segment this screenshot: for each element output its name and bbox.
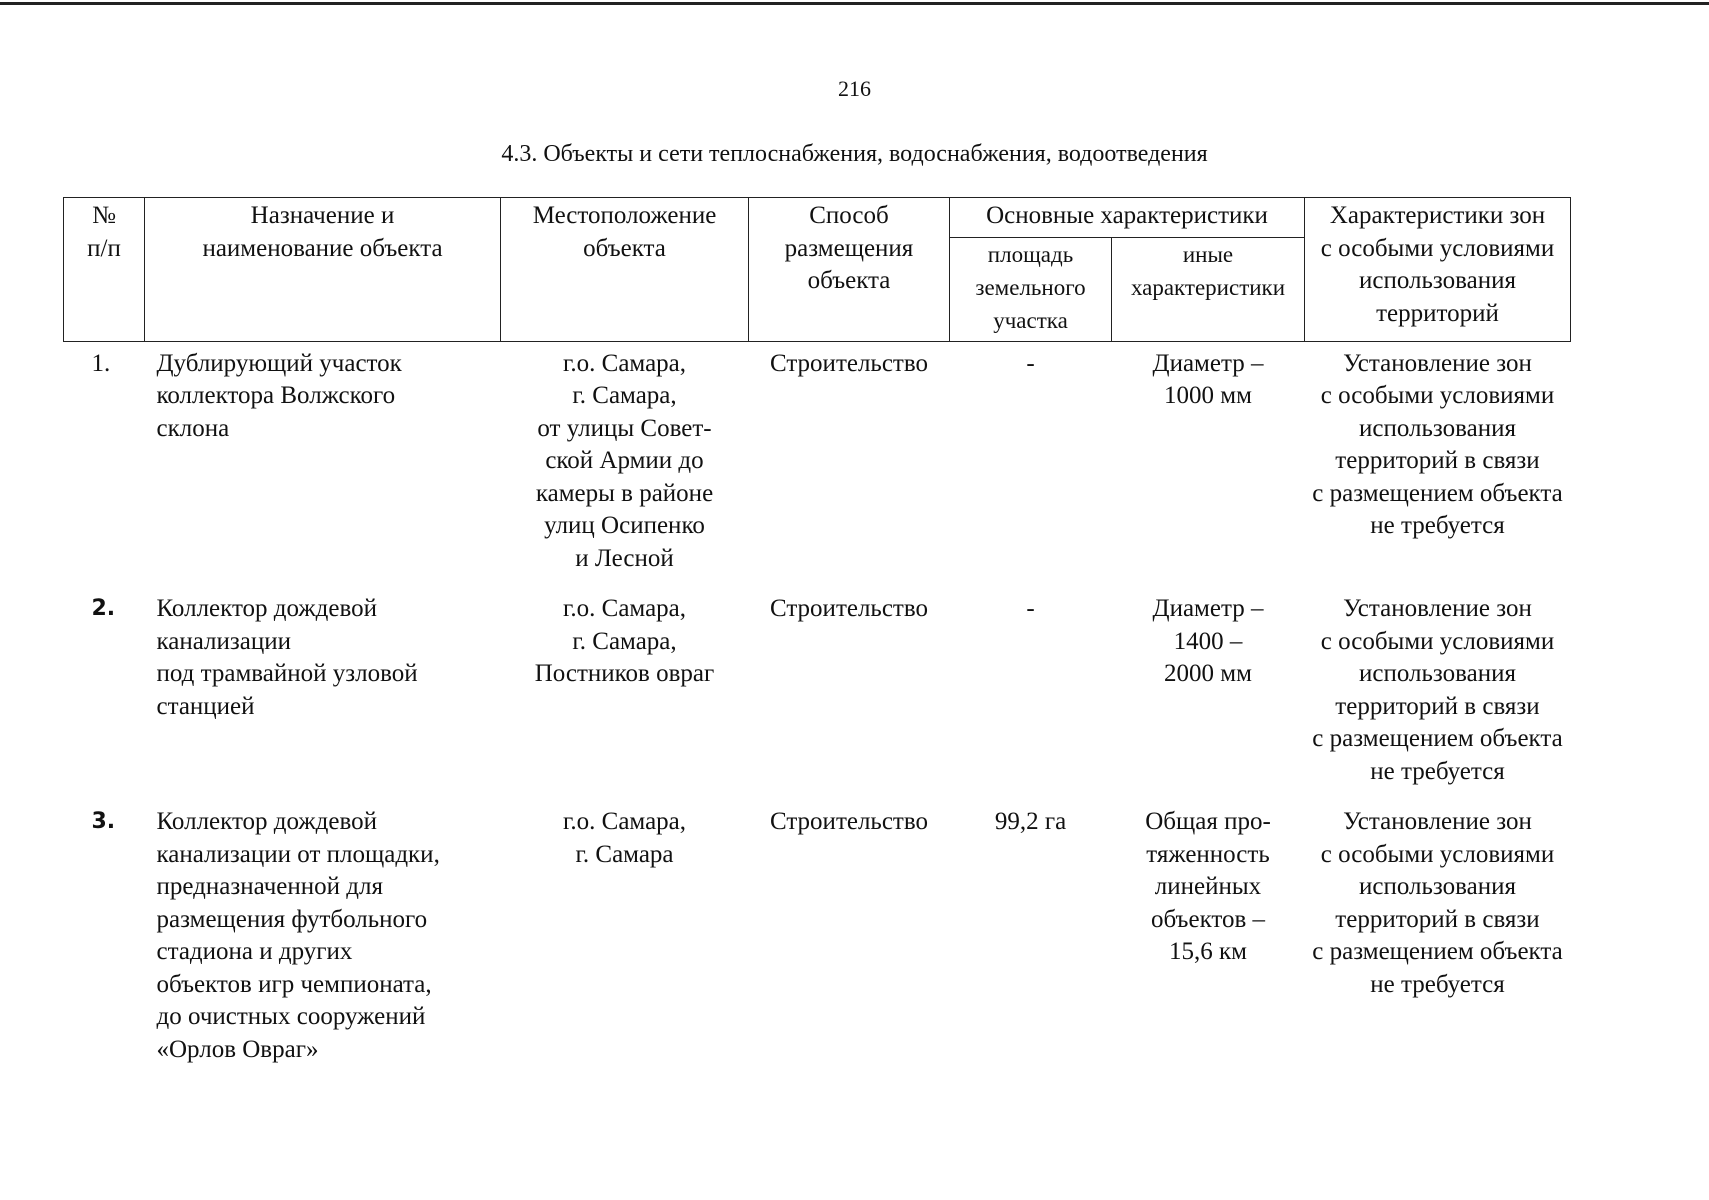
text-line: г. Самара — [575, 840, 674, 868]
text-line: Строительство — [769, 808, 928, 835]
object-name-cell — [145, 587, 501, 800]
text-line: участка — [993, 307, 1068, 333]
text-line: г. Самара, — [572, 382, 677, 409]
text-line: Коллектор дождевой — [156, 595, 378, 622]
header-location — [501, 198, 749, 342]
page-number: 216 — [838, 76, 871, 101]
method-cell — [749, 587, 950, 800]
row-number: 3. — [91, 809, 116, 834]
text-line: с особыми условиями — [1320, 234, 1555, 262]
text-line: Способ — [809, 202, 889, 229]
text-line: с размещением объекта — [1312, 479, 1563, 507]
text-line: 99,2 га — [994, 808, 1067, 835]
top-border-line — [0, 2, 1709, 5]
text-line: коллектора Волжского — [156, 382, 396, 409]
text-line: Назначение и — [250, 202, 395, 229]
text-line: объектов игр чемпионата, — [156, 970, 432, 998]
text-line: канализации — [156, 627, 292, 655]
text-line: - — [1026, 595, 1035, 622]
text-line: характеристики — [1130, 274, 1286, 300]
text-line: Коллектор дождевой — [156, 808, 378, 835]
text-line: камеры в районе — [535, 479, 714, 507]
section-title: 4.3. Объекты и сети теплоснабжения, водоснабжения, водоотведения — [501, 141, 1208, 167]
text-line: Диаметр – — [1152, 349, 1264, 377]
table-body — [64, 341, 1571, 1066]
text-line: не требуется — [1370, 512, 1505, 539]
text-line: канализации от площадки, — [156, 840, 440, 868]
text-line: Дублирующий участок — [156, 349, 402, 377]
text-line: «Орлов Овраг» — [156, 1035, 319, 1063]
text-line: предназначенной для — [156, 873, 383, 900]
text-line: до очистных сооружений — [156, 1003, 426, 1030]
text-line: использования — [1359, 414, 1516, 442]
text-line: Установление зон — [1343, 349, 1532, 377]
location-cell — [501, 341, 749, 587]
text-line: п/п — [87, 234, 121, 262]
text-line: стадиона и других — [156, 938, 353, 965]
text-line: Строительство — [769, 349, 928, 377]
text-line: Установление зон — [1343, 808, 1532, 835]
text-line: 15,6 км — [1169, 938, 1247, 965]
row-number: 1. — [91, 349, 111, 377]
area-cell — [950, 587, 1112, 800]
table-row — [64, 800, 1571, 1066]
text-line: территорий — [1376, 299, 1499, 327]
header-method — [749, 198, 950, 342]
text-line: улиц Осипенко — [544, 512, 705, 539]
method-cell — [749, 341, 950, 587]
text-line: наименование объекта — [202, 234, 443, 262]
text-line: под трамвайной узловой — [156, 660, 418, 687]
header-other — [1112, 237, 1305, 341]
text-line: размещения — [784, 234, 914, 262]
text-line: склона — [156, 414, 230, 442]
row-number: 2. — [91, 596, 116, 621]
area-cell — [950, 800, 1112, 1066]
header-area — [950, 237, 1112, 341]
header-num — [64, 198, 145, 342]
other-characteristics-cell — [1112, 341, 1305, 587]
text-line: размещения футбольного — [156, 905, 428, 933]
zones-cell — [1305, 341, 1571, 587]
text-line: объекта — [583, 234, 666, 262]
text-line: не требуется — [1370, 757, 1505, 785]
text-line: с особыми условиями — [1320, 627, 1555, 655]
text-line: 2000 мм — [1164, 660, 1252, 687]
text-line: территорий в связи — [1335, 447, 1540, 474]
text-line: объектов – — [1150, 905, 1266, 933]
text-line: 1000 мм — [1164, 382, 1252, 409]
text-line: земельного — [975, 274, 1086, 300]
text-line: № — [92, 202, 116, 229]
text-line: территорий в связи — [1335, 692, 1540, 720]
text-line: объекта — [807, 267, 891, 294]
text-line: и Лесной — [575, 544, 674, 572]
header-zones — [1305, 198, 1571, 342]
text-line: г. Самара, — [572, 627, 677, 655]
area-cell — [950, 341, 1112, 587]
text-line: использования — [1359, 660, 1516, 687]
text-line: - — [1026, 349, 1035, 377]
table-header — [64, 198, 1571, 342]
other-characteristics-cell — [1112, 587, 1305, 800]
text-line: станцией — [156, 692, 255, 720]
text-line: не требуется — [1370, 970, 1505, 998]
text-line: линейных — [1154, 873, 1262, 900]
table-row — [64, 341, 1571, 587]
zones-cell — [1305, 800, 1571, 1066]
text-line: г.о. Самара, — [562, 349, 687, 377]
text-line: г.о. Самара, — [562, 808, 687, 835]
text-line: Постников овраг — [534, 660, 715, 687]
text-line: ской Армии до — [545, 447, 704, 474]
location-cell — [501, 800, 749, 1066]
text-line: тяженность — [1146, 840, 1270, 868]
header-name — [145, 198, 501, 342]
text-line: Диаметр – — [1152, 595, 1264, 622]
method-cell — [749, 800, 950, 1066]
text-line: с особыми условиями — [1320, 382, 1555, 409]
text-line: Местоположение — [532, 202, 717, 229]
header-main-characteristics: Основные характеристики — [950, 198, 1305, 238]
text-line: 1400 – — [1173, 627, 1243, 655]
text-line: Установление зон — [1343, 595, 1532, 622]
text-line: площадь — [987, 241, 1074, 267]
text-line: Характеристики зон — [1329, 202, 1546, 229]
text-line: территорий в связи — [1335, 905, 1540, 933]
object-name-cell — [145, 800, 501, 1066]
text-line: Общая про- — [1145, 808, 1271, 835]
text-line: с размещением объекта — [1312, 938, 1563, 965]
text-line: с особыми условиями — [1320, 840, 1555, 868]
zones-cell — [1305, 587, 1571, 800]
objects-table — [63, 197, 1571, 1066]
object-name-cell — [145, 341, 501, 587]
text-line: использования — [1359, 873, 1516, 900]
text-line: использования — [1359, 267, 1516, 294]
text-line: г.о. Самара, — [562, 595, 687, 622]
text-line: от улицы Совет- — [537, 414, 712, 442]
other-characteristics-cell — [1112, 800, 1305, 1066]
table-row — [64, 587, 1571, 800]
header-row-top — [64, 198, 1571, 238]
text-line: Строительство — [769, 595, 928, 622]
text-line: с размещением объекта — [1312, 725, 1563, 752]
text-line: иные — [1182, 241, 1234, 267]
location-cell — [501, 587, 749, 800]
